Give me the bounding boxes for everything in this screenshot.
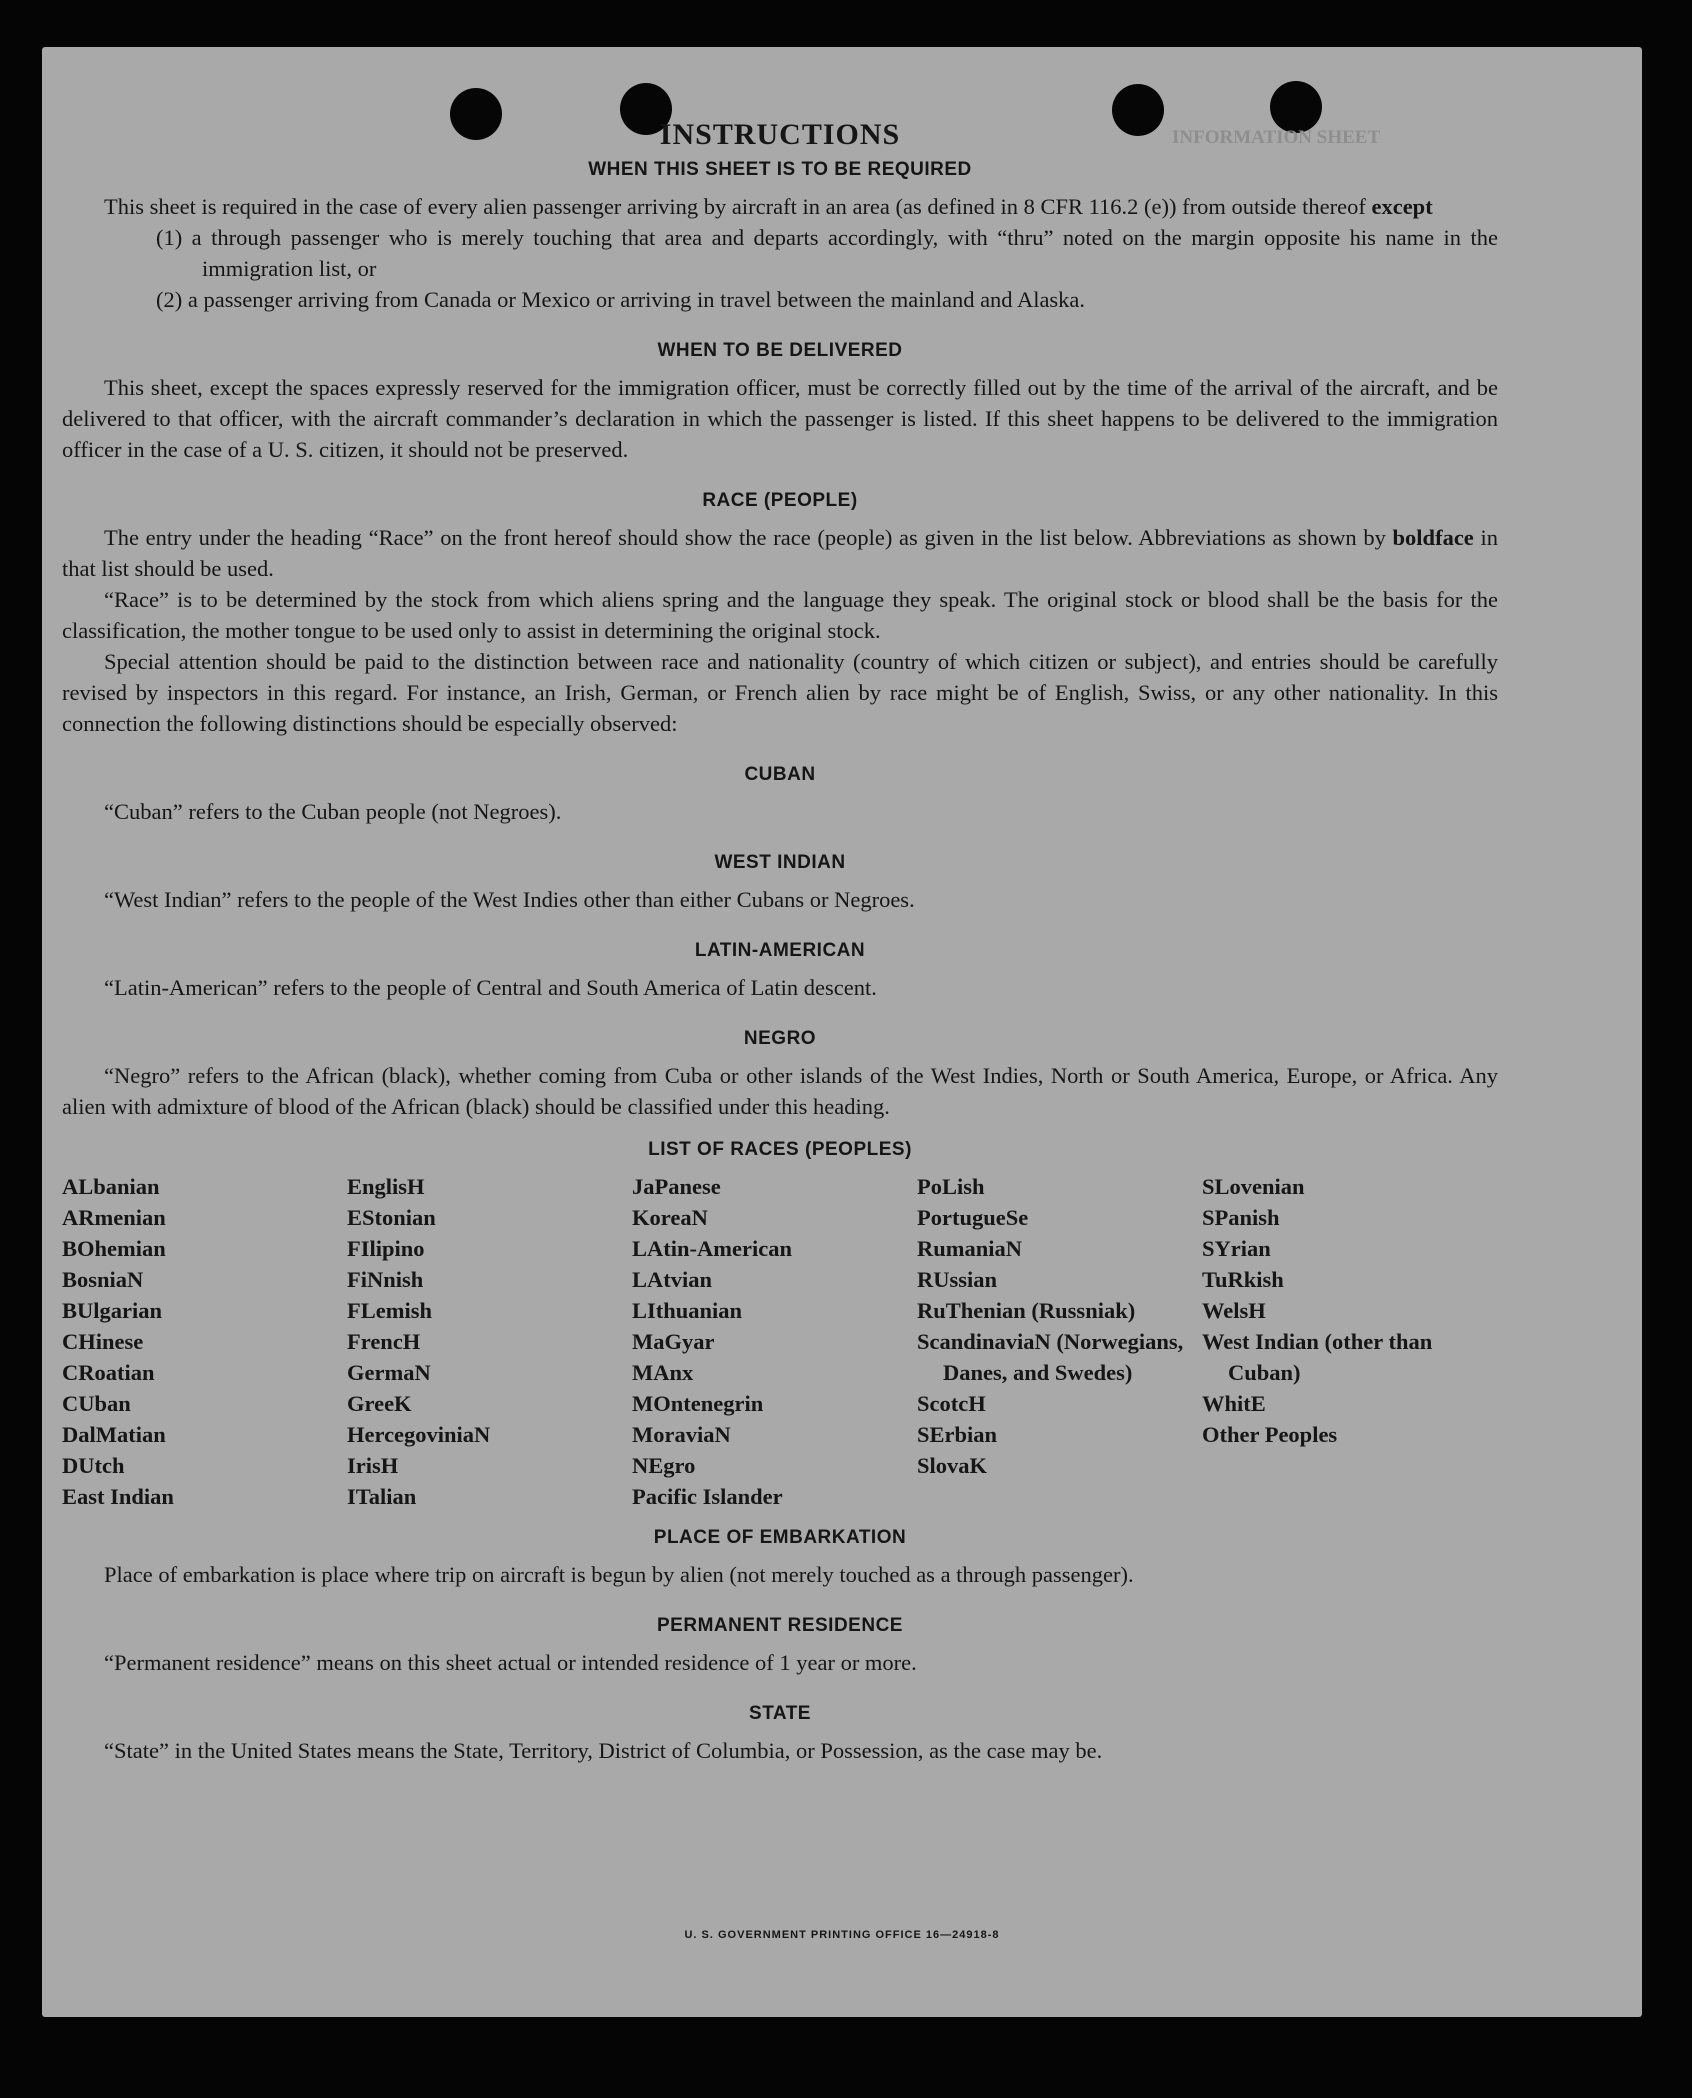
race-entry: SLovenian — [1202, 1174, 1305, 1199]
section-heading-cuban: CUBAN — [744, 764, 816, 785]
race-entry: CHinese — [62, 1329, 144, 1354]
race-entry: TuRkish — [1202, 1267, 1284, 1292]
race-entry: RuThenian (Russniak) — [917, 1298, 1136, 1323]
race-entry: WelsH — [1202, 1298, 1266, 1323]
race-entry: ScandinaviaN (Norwegians, Danes, and Swedes) — [917, 1329, 1184, 1385]
race-entry: FiNnish — [347, 1267, 424, 1292]
latin-american-text: “Latin-American” refers to the people of Central and South America of Latin descent. — [104, 975, 877, 1000]
race-entry: GreeK — [347, 1391, 412, 1416]
section-heading-state: STATE — [749, 1703, 811, 1724]
races-column-3 — [632, 1171, 917, 1512]
race-entry: MOntenegrin — [632, 1391, 764, 1416]
cuban-text: “Cuban” refers to the Cuban people (not Negroes). — [104, 799, 562, 824]
race-entry: BUlgarian — [62, 1298, 163, 1323]
section-heading-permanent-residence: PERMANENT RESIDENCE — [657, 1615, 903, 1636]
race-entry: EStonian — [347, 1205, 436, 1230]
section-heading-when-delivered: WHEN TO BE DELIVERED — [657, 340, 903, 361]
instructions-body — [62, 119, 1498, 1766]
race-entry: Pacific Islander — [632, 1484, 783, 1509]
race-entry: KoreaN — [632, 1205, 708, 1230]
race-entry: ScotcH — [917, 1391, 986, 1416]
race-paragraph-3: Special attention should be paid to the distinction between race and nationality (country of which citizen or subject), and entries should be carefully revised by inspectors in this regard. For instance, an Irish, German, or French alien by race might be of English, Swiss, or any other nationality. In this connection the following distinctions should be especially observed: — [62, 649, 1498, 736]
race-paragraph-2: “Race” is to be determined by the stock from which aliens spring and the language they speak. The original stock or blood shall be the basis for the classification, the mother tongue to be used only to assist in determining the original stock. — [62, 587, 1498, 643]
race-entry: EnglisH — [347, 1174, 425, 1199]
west-indian-text: “West Indian” refers to the people of the West Indies other than either Cubans or Negroes. — [104, 887, 915, 912]
race-entry: NEgro — [632, 1453, 696, 1478]
race-entry: FIlipino — [347, 1236, 425, 1261]
race-entry: MoraviaN — [632, 1422, 731, 1447]
race-entry: BosniaN — [62, 1267, 144, 1292]
race-entry: FrencH — [347, 1329, 421, 1354]
race-paragraph-1: The entry under the heading “Race” on the front hereof should show the race (people) as given in the list below. Abbreviations as shown by boldface in that list should be used. — [62, 525, 1499, 581]
races-list — [62, 1171, 1498, 1512]
section-heading-latin-american: LATIN-AMERICAN — [694, 940, 866, 961]
race-entry: CUban — [62, 1391, 131, 1416]
race-entry: LAtin-American — [632, 1236, 792, 1261]
race-entry: LAtvian — [632, 1267, 713, 1292]
show-through-text: INFORMATION SHEET — [1172, 127, 1381, 148]
negro-text: “Negro” refers to the African (black), whether coming from Cuba or other islands of the West Indies, North or South America, Europe, or Africa. Any alien with admixture of blood of the African (black) should be classified under this heading. — [62, 1063, 1498, 1119]
page-title: INSTRUCTIONS — [659, 118, 901, 151]
race-entry: JaPanese — [632, 1174, 721, 1199]
section-heading-embarkation: PLACE OF EMBARKATION — [653, 1527, 907, 1548]
section-heading-negro: NEGRO — [743, 1028, 817, 1049]
race-entry: DalMatian — [62, 1422, 166, 1447]
races-column-4 — [917, 1171, 1202, 1512]
race-entry: SlovaK — [917, 1453, 988, 1478]
race-entry: ARmenian — [62, 1205, 166, 1230]
race-entry: SErbian — [917, 1422, 998, 1447]
race-entry: MaGyar — [632, 1329, 715, 1354]
section-heading-when-required: WHEN THIS SHEET IS TO BE REQUIRED — [588, 159, 972, 180]
section-heading-races-list: LIST OF RACES (PEOPLES) — [648, 1139, 912, 1160]
races-column-5 — [1202, 1171, 1498, 1512]
race-entry: RumaniaN — [917, 1236, 1023, 1261]
race-entry: HercegoviniaN — [347, 1422, 491, 1447]
race-entry: MAnx — [632, 1360, 694, 1385]
race-entry: DUtch — [62, 1453, 125, 1478]
state-text: “State” in the United States means the State, Territory, District of Columbia, or Possession, as the case may be. — [104, 1738, 1103, 1763]
race-entry: FLemish — [347, 1298, 433, 1323]
printer-footer: U. S. GOVERNMENT PRINTING OFFICE 16—24918-8 — [684, 1929, 1000, 1941]
race-entry: LIthuanian — [632, 1298, 743, 1323]
races-column-2 — [347, 1171, 632, 1512]
race-entry: CRoatian — [62, 1360, 155, 1385]
race-entry: PoLish — [917, 1174, 985, 1199]
document-sheet — [42, 47, 1642, 2017]
when-delivered-text: This sheet, except the spaces expressly reserved for the immigration officer, must be correctly filled out by the time of the arrival of the aircraft, and be delivered to that officer, with the aircraft commander’s declaration in which the passenger is listed. If this sheet happens to be delivered to the immigration officer in the case of a U. S. citizen, it should not be preserved. — [62, 375, 1498, 462]
races-column-1 — [62, 1171, 347, 1512]
race-entry: West Indian (other than Cuban) — [1202, 1329, 1433, 1385]
race-entry: East Indian — [62, 1484, 174, 1509]
race-entry: GermaN — [347, 1360, 431, 1385]
when-required-intro: This sheet is required in the case of every alien passenger arriving by aircraft in an area (as defined in 8 CFR 116.2 (e)) from outside thereof except — [104, 194, 1433, 219]
race-entry: IrisH — [347, 1453, 399, 1478]
section-heading-race: RACE (PEOPLE) — [702, 490, 858, 511]
race-entry: ITalian — [347, 1484, 417, 1509]
race-entry: BOhemian — [62, 1236, 166, 1261]
race-entry: PortugueSe — [917, 1205, 1029, 1230]
exception-item-1: (1) a through passenger who is merely touching that area and departs accordingly, with “thru” noted on the margin opposite his name in the immigration list, or — [156, 225, 1498, 281]
permanent-residence-text: “Permanent residence” means on this sheet actual or intended residence of 1 year or more. — [104, 1650, 917, 1675]
race-entry: ALbanian — [62, 1174, 160, 1199]
race-entry: SYrian — [1202, 1236, 1271, 1261]
embarkation-text: Place of embarkation is place where trip on aircraft is begun by alien (not merely touched as a through passenger). — [104, 1562, 1134, 1587]
race-entry: WhitE — [1202, 1391, 1266, 1416]
race-entry: Other Peoples — [1202, 1422, 1338, 1447]
race-entry: RUssian — [917, 1267, 998, 1292]
section-heading-west-indian: WEST INDIAN — [714, 852, 846, 873]
exception-item-2: (2) a passenger arriving from Canada or Mexico or arriving in travel between the mainland and Alaska. — [156, 287, 1086, 312]
race-entry: SPanish — [1202, 1205, 1280, 1230]
